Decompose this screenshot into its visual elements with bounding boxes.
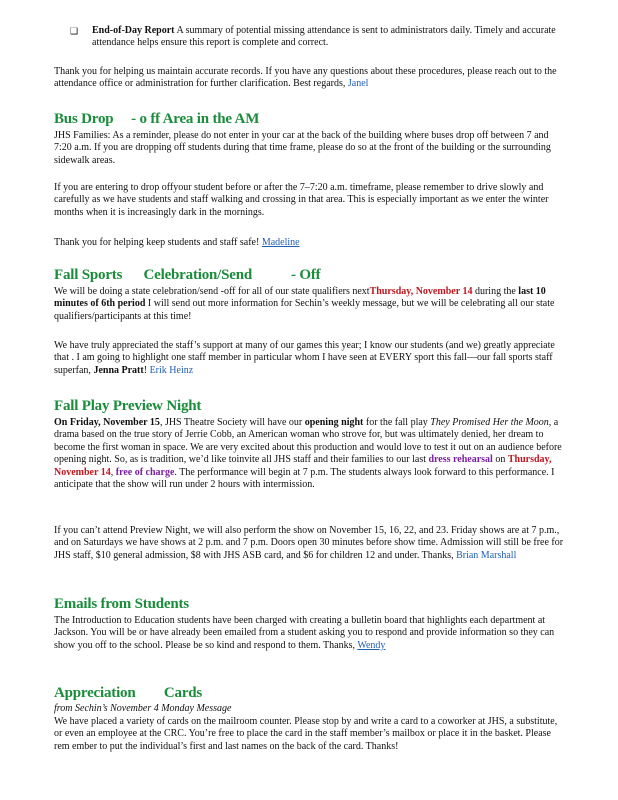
section-heading-fall-play: Fall Play Preview Night	[54, 398, 202, 414]
bus-drop-paragraph-1: JHS Families: As a reminder, please do not enter in your car at the back of the building where buses drop off between 7 and 7:20 a.m. If you are dropping off students during that time frame, please do so at the front of the building or the surrounding sidewalk areas.	[54, 130, 551, 166]
section-heading-fall-sports: Fall Sports Celebration/Send - Off	[54, 267, 321, 283]
fall-sports-text-b: during the	[472, 286, 519, 297]
section-heading-appreciation: Appreciation Cards	[54, 685, 203, 701]
fall-play-paragraph-1	[54, 417, 568, 491]
bus-drop-thanks-text: Thank you for helping keep students and staff safe!	[54, 237, 262, 248]
fall-play-title: They Promised Her the Moon,	[430, 417, 552, 428]
emails-paragraph	[54, 615, 568, 652]
appreciation-source: from Sechin’s November 4 Monday Message	[54, 703, 232, 714]
signature-link-erik-heinz[interactable]: Erik Heinz	[149, 364, 194, 376]
bus-drop-paragraph-2: If you are entering to drop offyour student before or after the 7–7:20 a.m. timeframe, please remember to drive slowly and carefully as we have students and staff walking and crossing in that area. This is especially important as we enter the winter months when it is increasingly dark in the mornings.	[54, 182, 549, 218]
eod-report-text: A summary of potential missing attendance is sent to administrators daily. Timely and accurate attendance helps ensure this report is complete and correct.	[92, 25, 556, 49]
fall-play-text-c: a drama based on the true story of Jerrie Cobb, an American woman who strove for, but was ultimately denied, her dream to become the first woman in space. We are very excited about this production and would love to test it out on an audience before opening night. So, as is tradition, we’d like toinvite all JHS staff and their families to our last	[54, 417, 562, 466]
fall-sports-paragraph-2	[54, 340, 568, 377]
superfan-name: Jenna Pratt	[93, 364, 144, 376]
fall-sports-paragraph-1	[54, 286, 568, 323]
section-heading-bus-drop: Bus Drop - o ff Area in the AM	[54, 111, 260, 127]
fall-play-text-d: on	[492, 454, 508, 466]
fall-sports-text-c: I will send out more information for Sechin’s weekly message, but we will be celebrating all our state qualifiers/participants at this time!	[54, 298, 555, 322]
signature-link-brian-marshall[interactable]: Brian Marshall	[456, 549, 517, 561]
section-heading-emails: Emails from Students	[54, 596, 189, 612]
dress-rehearsal-text: dress rehearsal	[428, 454, 493, 466]
fall-play-text-a: , JHS Theatre Society will have our	[159, 417, 305, 428]
eod-report-item	[92, 25, 568, 50]
signature-link-janel[interactable]: Janel	[347, 78, 369, 90]
rehearsal-date: Thursday, November 14	[54, 454, 552, 478]
signature-link-wendy[interactable]: Wendy	[357, 639, 386, 651]
fall-sports-text-e: !	[143, 364, 150, 376]
fall-play-paragraph-2	[54, 525, 568, 562]
bullet-icon: ❑	[70, 26, 79, 36]
signature-link-madeline[interactable]: Madeline	[261, 237, 300, 248]
emails-text: The Introduction to Education students have been charged with creating a bulletin board that highlights each department at Jackson. You will be or have already been emailed from a student asking you to respond and provide information so they can show you off to the school. Please be so kind and respond to them. Thanks,	[54, 615, 555, 651]
fall-play-opening-night: opening night	[304, 417, 364, 428]
appreciation-paragraph: We have placed a variety of cards on the mailroom counter. Please stop by and write a card to a coworker at JHS, a substitute, or even an employee at the CRC. You’re free to place the card in the staff member’s mailbox or place it in the basket. Please rem ember to put the individual’s first and last names on the back of the card. Thanks!	[54, 716, 558, 752]
fall-play-text-b: for the fall play	[363, 417, 431, 428]
free-of-charge-text: free of charge	[115, 466, 175, 478]
fall-play-schedule-text: If you can’t attend Preview Night, we will also perform the show on November 15, 16, 22, and 23. Friday shows are at 7 p.m., and on Saturdays we have shows at 2 p.m. and 7 p.m. Doors open 30 minutes before show time. Admission will still be free for JHS staff, $10 general admission, $8 with JHS ASB card, and $6 for children 12 and under. Thanks,	[54, 525, 564, 561]
fall-sports-text-a: We will be doing a state celebration/send -off for all of our state qualifiers next	[54, 286, 370, 297]
fall-play-date: On Friday, November 15	[54, 417, 160, 428]
fall-play-text-f: . The performance will begin at 7 p.m. The students always look forward to this performance. I anticipate that the show will run under 2 hours with intermission.	[54, 466, 555, 491]
bus-drop-paragraph-3	[54, 237, 568, 249]
eod-report-title: End-of-Day Report	[92, 25, 175, 36]
fall-sports-date: Thursday, November 14	[369, 286, 473, 297]
fall-sports-text-d: We have truly appreciated the staff’s support at many of our games this year; I know our students (and we) greatly appreciate that . I am going to highlight one staff member in particular whom I have seen at EVERY sport this fall—our fall sports staff superfan,	[54, 340, 555, 376]
fall-play-text-e: ,	[110, 466, 116, 478]
attendance-thanks-text: Thank you for helping us maintain accurate records. If you have any questions about these procedures, please reach out to the attendance office or administration for further clarification. Best regards,	[54, 66, 557, 90]
attendance-thanks-paragraph	[54, 66, 568, 91]
fall-sports-time: last 10 minutes of 6th period	[54, 286, 546, 310]
